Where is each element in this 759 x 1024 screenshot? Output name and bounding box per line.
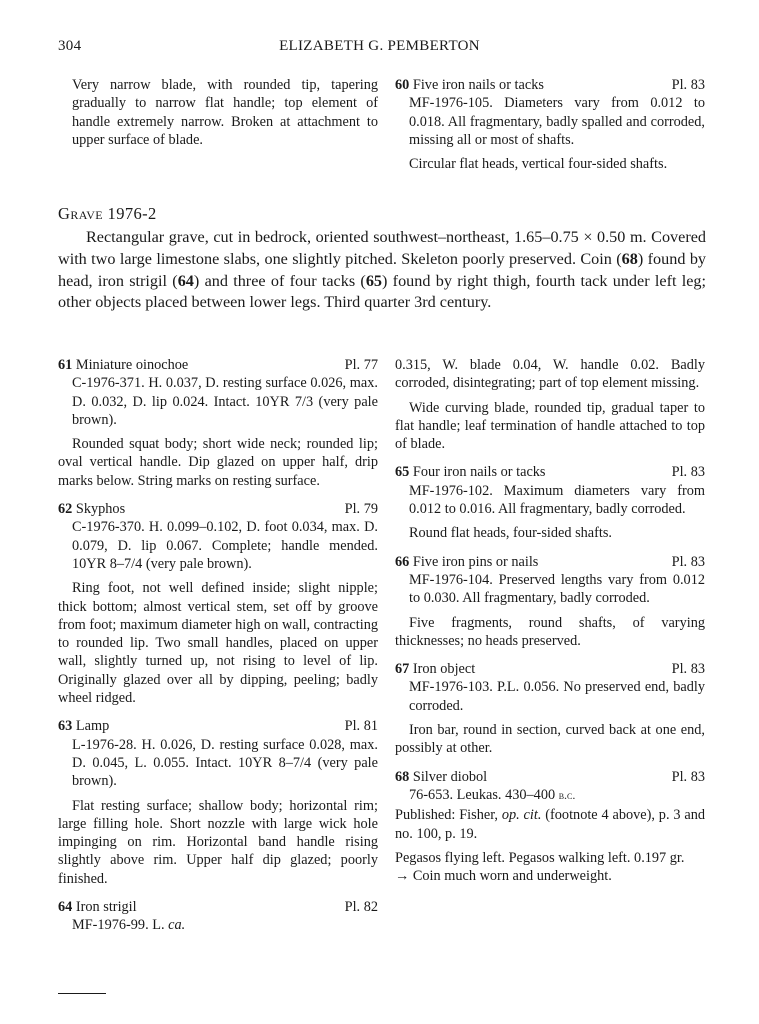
plate-reference: Pl. 83 — [671, 77, 705, 93]
entry-title: 63 Lamp — [58, 718, 110, 735]
entry-title: 61 Miniature oinochoe — [58, 357, 189, 373]
catalog-entry-68 — [395, 768, 705, 886]
entry-catalog: C-1976-371. H. 0.037, D. resting surface 0.026, max. D. 0.032, D. lip 0.024. Intact. 10YR 7/3 (very pale brown). — [72, 375, 378, 428]
catalog-entry-64 — [58, 898, 378, 935]
entry-heading — [58, 356, 378, 374]
entry-catalog-start: MF-1976-99. L. ca. — [72, 917, 186, 934]
plate-reference: Pl. 83 — [671, 553, 705, 570]
entry-catalog: MF-1976-103. P.L. 0.056. No preserved end, badly corroded. — [409, 679, 705, 714]
entry-description: Pegasos flying left. Pegasos walking left. 0.197 gr. → Coin much worn and underweight. — [395, 849, 685, 885]
entry-catalog: 76-653. Leukas. 430–400 b.c. — [409, 786, 576, 803]
plate-reference: Pl. 82 — [344, 899, 378, 916]
plate-reference: Pl. 83 — [671, 768, 705, 785]
entry-heading — [395, 553, 705, 571]
entry-heading — [395, 463, 705, 481]
left-column — [58, 356, 378, 935]
entry-heading — [58, 898, 378, 916]
entry-heading — [58, 717, 378, 735]
entry-heading — [58, 500, 378, 518]
entry-description: Ring foot, not well defined inside; slight nipple; thick bottom; almost vertical stem, set off by groove from foot; maximum diameter high on wall, contracting to rounded lip. Two small handles, placed on upper wall, slightly turned up, not rising to level of lip. Originally glazed over all by dipping, peeling; badly wheel ridged. — [58, 580, 379, 707]
entry-catalog: C-1976-370. H. 0.099–0.102, D. foot 0.034, max. D. 0.079, D. lip 0.067. Complete; handle mended. 10YR 8–7/4 (very pale brown). — [72, 519, 378, 572]
plate-reference: Pl. 81 — [344, 718, 378, 735]
plate-reference: Pl. 79 — [344, 501, 378, 518]
ref-68: 68 — [621, 250, 638, 268]
entry-published: Published: Fisher, op. cit. (footnote 4 above), p. 3 and no. 100, p. 19. — [395, 807, 706, 842]
entry-catalog: MF-1976-104. Preserved lengths vary from 0.012 to 0.030. All fragmentary, badly corroded. — [409, 571, 705, 607]
entry-description: Flat resting surface; shallow body; horizontal rim; large filling hole. Short nozzle with large wick hole impinging on rim. Horizontal band handle rising slightly above rim. Upper half dip glazed; poorly finished. — [58, 797, 378, 887]
arrow-icon: → — [395, 868, 410, 885]
catalog-entry-63 — [58, 717, 378, 888]
catalog-entry-66 — [395, 553, 705, 650]
grave-description: Rectangular grave, cut in bedrock, oriented southwest–northeast, 1.65–0.75 × 0.50 m. Covered with two large limestone slabs, one slightly pitched. Skeleton poorly preserved. Coin (68) found by head, iron strigil (64) and three of four tacks (65) found by right thigh, fourth tack under left leg; other objects placed between lower legs. Third quarter 3rd century. — [58, 228, 707, 312]
continued-entry — [58, 76, 378, 149]
entry-catalog: L-1976-28. H. 0.026, D. resting surface 0.028, max. D. 0.045, L. 0.055. Intact. 10YR 8–7/4 (very pale brown). — [72, 736, 378, 790]
entry-heading — [395, 76, 705, 94]
entry-description: Iron bar, round in section, curved back at one end, possibly at other. — [395, 722, 705, 757]
plate-reference: Pl. 77 — [344, 357, 378, 373]
entry-description: Circular flat heads, vertical four-sided shafts. — [409, 156, 668, 173]
catalog-entry-61 — [58, 356, 378, 490]
catalog-entry-67 — [395, 660, 705, 757]
entry-title: 65 Four iron nails or tacks — [395, 464, 546, 481]
catalog-entry-60 — [395, 76, 705, 173]
entry-title: 64 Iron strigil — [58, 899, 137, 916]
right-column — [395, 356, 705, 885]
entry-64-description: Wide curving blade, rounded tip, gradual taper to flat handle; leaf termination of handle attached to top of blade. — [395, 399, 705, 453]
entry-title: 67 Iron object — [395, 661, 476, 678]
plate-reference: Pl. 83 — [671, 661, 705, 678]
continued-description: Very narrow blade, with rounded tip, tapering gradually to narrow flat handle; top element of handle extremely narrow. Broken at attachment to upper surface of blade. — [72, 77, 378, 148]
entry-catalog: MF-1976-105. Diameters vary from 0.012 to 0.018. All fragmentary, badly spalled and corroded, missing all or most of shafts. — [409, 95, 705, 148]
entry-description: Five fragments, round shafts, of varying thicknesses; no heads preserved. — [395, 614, 705, 649]
entry-title: 60 Five iron nails or tacks — [395, 77, 544, 93]
entry-title: 68 Silver diobol — [395, 768, 488, 785]
grave-heading: Grave 1976-2 — [58, 204, 157, 223]
entry-64-catalog-continued: 0.315, W. blade 0.04, W. handle 0.02. Badly corroded, disintegrating; part of top element missing. — [395, 357, 705, 392]
catalog-entry-62 — [58, 500, 378, 707]
entry-title: 66 Five iron pins or nails — [395, 553, 539, 570]
catalog-entry-65 — [395, 463, 705, 542]
plate-reference: Pl. 83 — [671, 464, 705, 481]
running-head-author: ELIZABETH G. PEMBERTON — [279, 38, 480, 54]
entry-description: Round flat heads, four-sided shafts. — [409, 525, 613, 542]
page-number: 304 — [58, 38, 82, 54]
grave-section — [58, 205, 706, 314]
entry-title: 62 Skyphos — [58, 501, 126, 518]
entry-heading — [395, 768, 705, 786]
entry-description: Rounded squat body; short wide neck; rounded lip; oval vertical handle. Dip glazed on upper half, drip marks below. String marks on resting surface. — [58, 436, 378, 489]
ref-64: 64 — [177, 271, 194, 290]
ref-65: 65 — [365, 271, 382, 290]
entry-catalog: MF-1976-102. Maximum diameters vary from 0.012 to 0.016. All fragmentary, badly corroded. — [409, 482, 705, 518]
entry-heading — [395, 660, 705, 678]
footnote-rule — [58, 993, 106, 994]
